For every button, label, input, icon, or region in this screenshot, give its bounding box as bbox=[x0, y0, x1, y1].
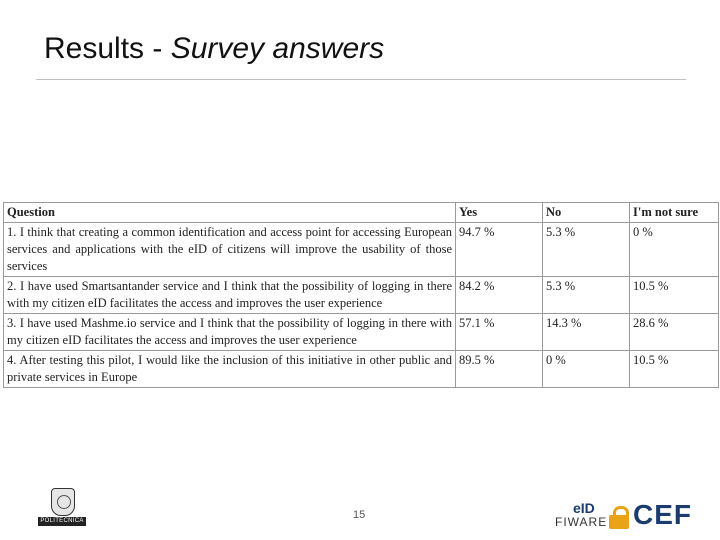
slide-title-main: Results - bbox=[44, 32, 171, 65]
slide-title-sub: Survey answers bbox=[170, 32, 385, 65]
question-cell: 4. After testing this pilot, I would like the inclusion of this initiative in other public and private services in Europe bbox=[4, 351, 456, 388]
header-no: No bbox=[543, 203, 630, 223]
question-cell: 3. I have used Mashme.io service and I think that the possibility of logging in there with my citizen eID facilitates the access and improves the user experience bbox=[4, 314, 456, 351]
survey-results-table bbox=[3, 202, 719, 388]
upm-crest-icon bbox=[51, 488, 75, 516]
table-header-row bbox=[4, 203, 719, 223]
table-row bbox=[4, 277, 719, 314]
upm-logo bbox=[38, 488, 86, 528]
header-not-sure: I'm not sure bbox=[630, 203, 719, 223]
cef-logo-text: CEF bbox=[633, 499, 692, 530]
yes-cell: 94.7 % bbox=[456, 223, 543, 277]
header-yes: Yes bbox=[456, 203, 543, 223]
no-cell: 14.3 % bbox=[543, 314, 630, 351]
not-sure-cell: 10.5 % bbox=[630, 351, 719, 388]
no-cell: 0 % bbox=[543, 351, 630, 388]
page-number: 15 bbox=[353, 509, 366, 521]
yes-cell: 57.1 % bbox=[456, 314, 543, 351]
table-row bbox=[4, 351, 719, 388]
not-sure-cell: 28.6 % bbox=[630, 314, 719, 351]
question-cell: 1. I think that creating a common identification and access point for accessing European services and applications with the eID of citizens will improve the usability of those services bbox=[4, 223, 456, 277]
table-row bbox=[4, 223, 719, 277]
table-row bbox=[4, 314, 719, 351]
upm-logo-band: POLITÉCNICA bbox=[38, 517, 86, 526]
yes-cell: 89.5 % bbox=[456, 351, 543, 388]
yes-cell: 84.2 % bbox=[456, 277, 543, 314]
header-question: Question bbox=[4, 203, 456, 223]
padlock-icon bbox=[609, 506, 629, 528]
no-cell: 5.3 % bbox=[543, 223, 630, 277]
slide-title bbox=[44, 32, 384, 66]
eid-logo-text: eID bbox=[573, 500, 595, 516]
not-sure-cell: 10.5 % bbox=[630, 277, 719, 314]
question-cell: 2. I have used Smartsantander service and I think that the possibility of logging in there with my citizen eID facilitates the access and improves the user experience bbox=[4, 277, 456, 314]
fiware-logo-text: FIWARE bbox=[555, 515, 608, 529]
eid-fiware-cef-logo bbox=[555, 500, 691, 532]
title-divider bbox=[36, 79, 686, 80]
not-sure-cell: 0 % bbox=[630, 223, 719, 277]
no-cell: 5.3 % bbox=[543, 277, 630, 314]
